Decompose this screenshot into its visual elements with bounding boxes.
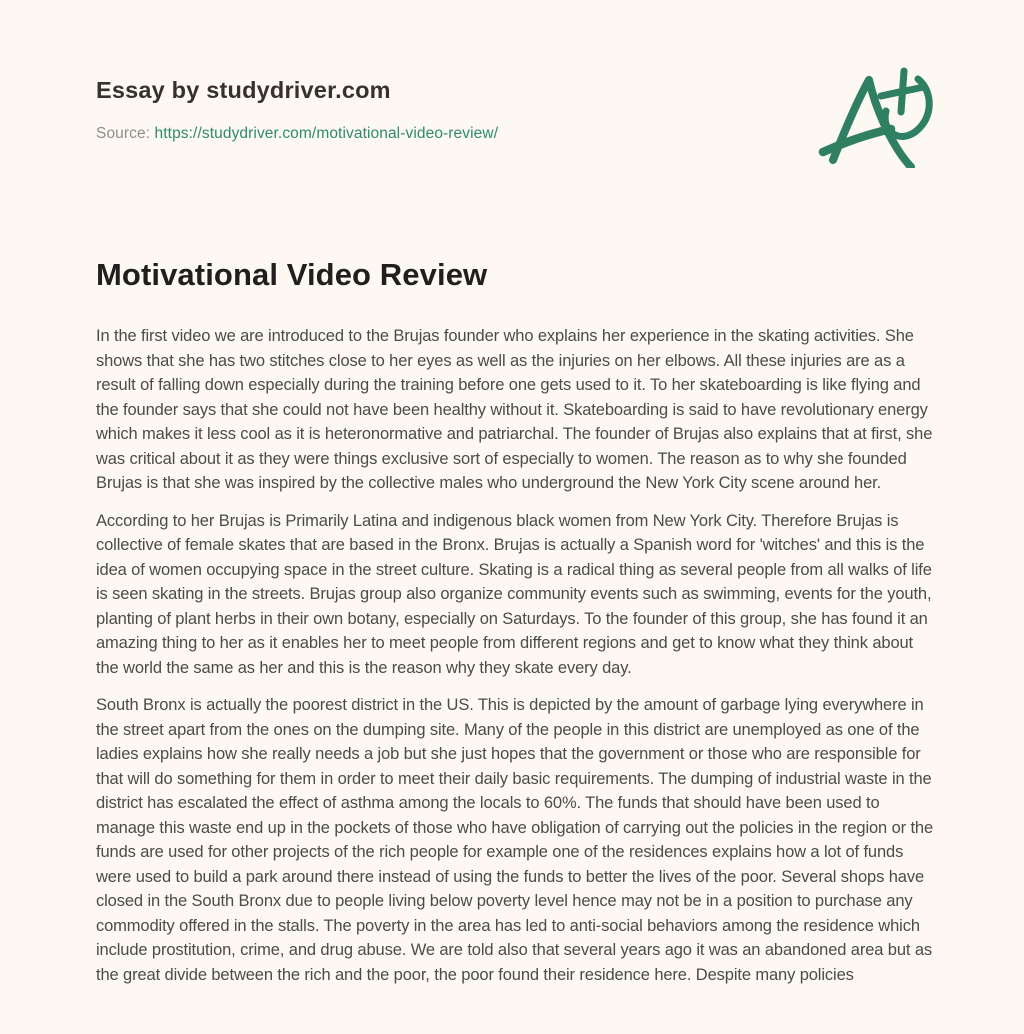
source-line <box>96 125 498 143</box>
site-title: Essay by studydriver.com <box>96 77 391 103</box>
essay-article <box>0 256 1024 987</box>
a-plus-logo-icon <box>818 66 940 168</box>
essay-paragraph-2: According to her Brujas is Primarily Latina and indigenous black women from New York City. Therefore Brujas is collective of female skates that are based in the Bronx. Brujas is actually a Spanish word for 'witches' and this is the idea of women occupying space in the street culture. Skating is a radical thing as several people from all walks of life is seen skating in the streets. Brujas group also organize community events such as swimming, events for the youth, planting of plant herbs in their own botany, especially on Saturdays. To the founder of this group, she has found it an amazing thing to her as it enables her to meet people from different regions and get to know what they think about the world the same as her and this is the reason why they skate every day. <box>96 511 932 677</box>
essay-title: Motivational Video Review <box>96 257 488 292</box>
essay-paragraph-3: South Bronx is actually the poorest district in the US. This is depicted by the amount of garbage lying everywhere in the street apart from the ones on the dumping site. Many of the people in this district are unemployed as one of the ladies explains how she really needs a job but she just hopes that the government or those who are responsible for that will do something for them in order to meet their daily basic requirements. The dumping of industrial waste in the district has escalated the effect of asthma among the locals to 60%. The funds that should have been used to manage this waste end up in the pockets of those who have obligation of carrying out the policies in the region or the funds are used for other projects of the rich people for example one of the residences explains how a lot of funds were used to build a park around there instead of using the funds to better the lives of the poor. Several shops have closed in the South Bronx due to people living below poverty level hence may not be in a position to purchase any commodity offered in the stalls. The poverty in the area has led to anti-social behaviors among the residence which include prostitution, crime, and drug abuse. We are told also that several years ago it was an abandoned area but as the great divide between the rich and the poor, the poor found their residence here. Despite many policies <box>96 696 934 984</box>
essay-paragraph-1: In the first video we are introduced to the Brujas founder who explains her experience in the skating activities. She shows that she has two stitches close to her eyes as well as the injuries on her elbows. All these injuries are as a result of falling down especially during the training before one gets used to it. To her skateboarding is like flying and the founder says that she could not have been healthy without it. Skateboarding is said to have revolutionary energy which makes it less cool as it is heteronormative and patriarchal. The founder of Brujas also explains that at first, she was critical about it as they were things exclusive sort of especially to women. The reason as to why she founded Brujas is that she was inspired by the collective males who underground the New York City scene around her. <box>96 327 933 492</box>
header-text-block <box>96 64 498 143</box>
source-label: Source: <box>96 125 151 142</box>
source-url-link[interactable]: https://studydriver.com/motivational-video-review/ <box>154 125 499 142</box>
page-header <box>0 0 1024 168</box>
